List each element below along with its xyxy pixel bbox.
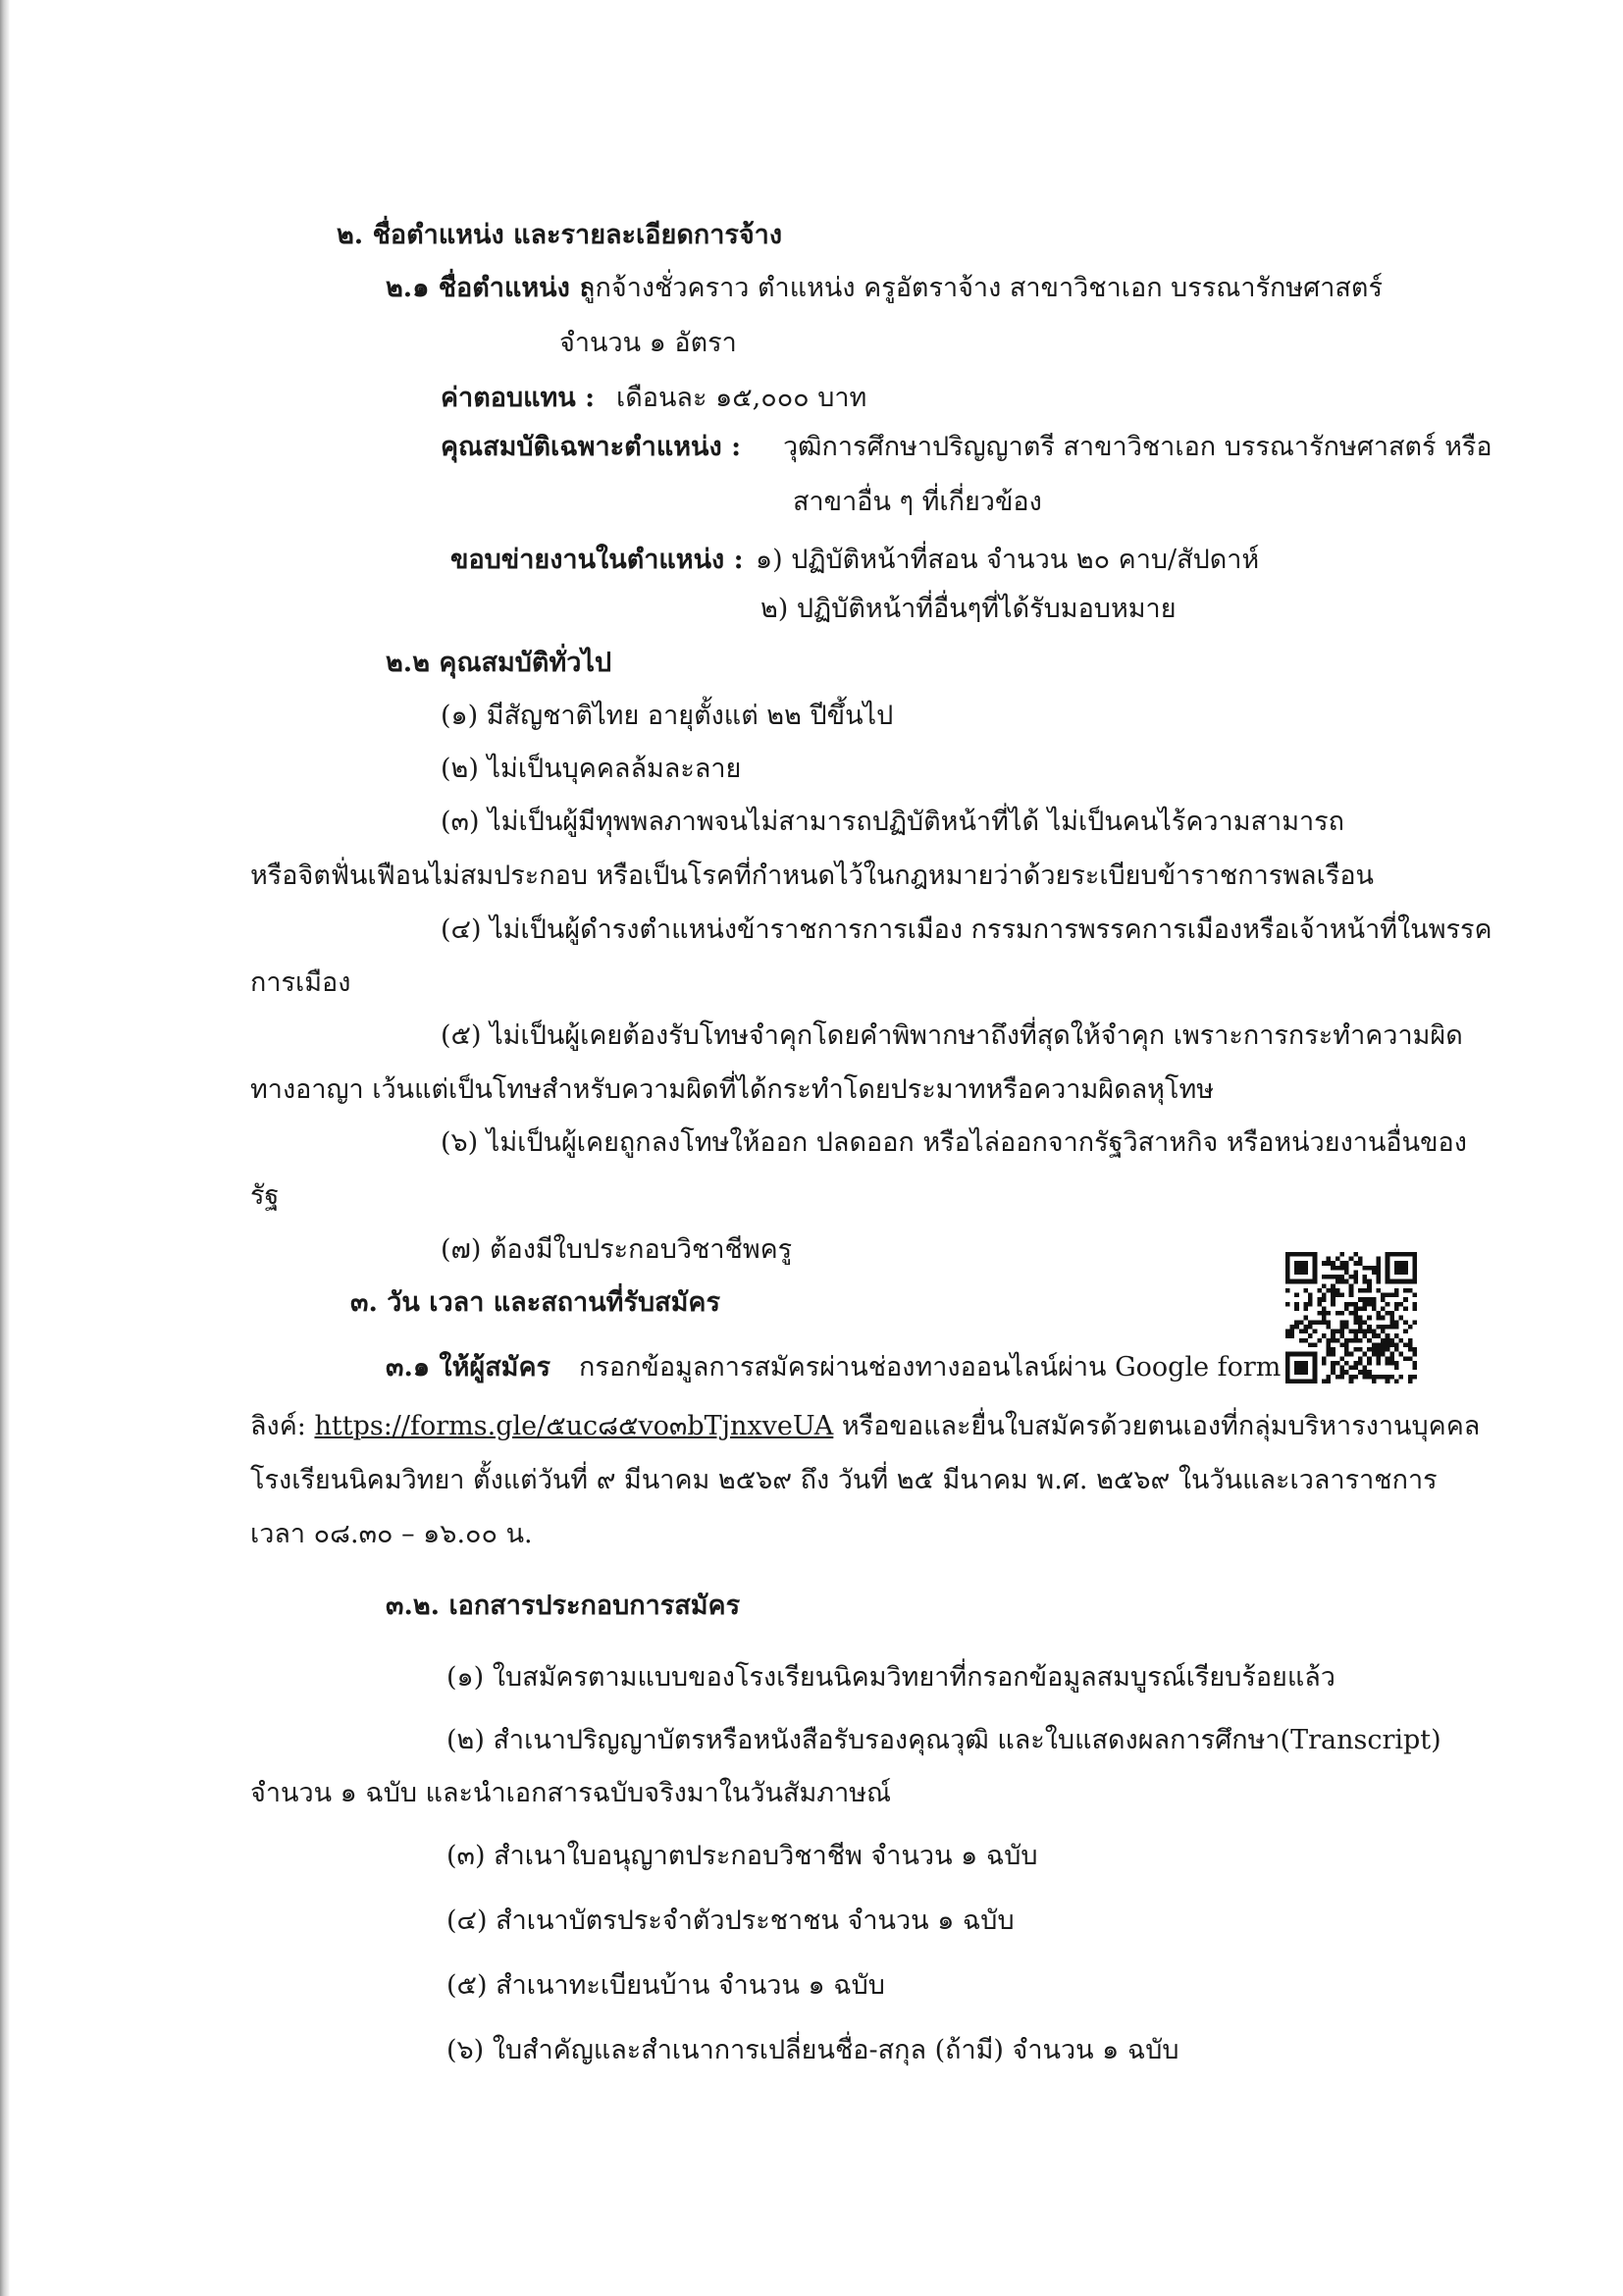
section-2-2-heading: ๒.๒ คุณสมบัติทั่วไป xyxy=(386,648,612,678)
section-2-1-label: ๒.๑ ชื่อตำแหน่ง : xyxy=(386,273,590,303)
section-3-2-heading: ๓.๒. เอกสารประกอบการสมัคร xyxy=(386,1591,741,1621)
section-3-1-text-2: หรือขอและยื่นใบสมัครด้วยตนเองที่กลุ่มบริหารงานบุคคล xyxy=(841,1411,1481,1441)
document-item-2a: (๒) สำเนาปริญญาบัตรหรือหนังสือรับรองคุณวุฒิ และใบแสดงผลการศึกษา(Transcript) xyxy=(446,1725,1441,1755)
general-qualification-6b: รัฐ xyxy=(250,1180,280,1211)
qr-code-graphic xyxy=(1285,1252,1417,1383)
general-qualification-6a: (๖) ไม่เป็นผู้เคยถูกลงโทษให้ออก ปลดออก หรือไล่ออกจากรัฐวิสาหกิจ หรือหน่วยงานอื่นของ xyxy=(441,1127,1467,1158)
general-qualification-5b: ทางอาญา เว้นแต่เป็นโทษสำหรับความผิดที่ได้กระทำโดยประมาทหรือความผิดลหุโทษ xyxy=(250,1074,1215,1105)
document-item-1: (๑) ใบสมัครตามแบบของโรงเรียนนิคมวิทยาที่กรอกข้อมูลสมบูรณ์เรียบร้อยแล้ว xyxy=(446,1662,1335,1693)
section-3-1-text-4: เวลา ๐๘.๓๐ – ๑๖.๐๐ น. xyxy=(250,1519,533,1549)
pay-value: เดือนละ ๑๕,๐๐๐ บาท xyxy=(616,383,867,413)
scope-label: ขอบข่ายงานในตำแหน่ง : xyxy=(450,545,744,575)
google-form-link[interactable]: https://forms.gle/๕uc๘๕vo๓bTjnxveUA xyxy=(314,1411,834,1441)
document-item-2b: จำนวน ๑ ฉบับ และนำเอกสารฉบับจริงมาในวันสัมภาษณ์ xyxy=(250,1778,892,1808)
qr-code-icon[interactable] xyxy=(1285,1252,1417,1383)
document-item-4: (๔) สำเนาบัตรประจำตัวประชาชน จำนวน ๑ ฉบับ xyxy=(446,1905,1015,1936)
document-item-5: (๕) สำเนาทะเบียนบ้าน จำนวน ๑ ฉบับ xyxy=(446,1970,885,2001)
link-prefix: ลิงค์: xyxy=(250,1411,306,1441)
qualification-text-2: สาขาอื่น ๆ ที่เกี่ยวข้อง xyxy=(793,487,1042,517)
general-qualification-4b: การเมือง xyxy=(250,967,351,998)
form-link-line xyxy=(250,1409,1480,1444)
pay-label: ค่าตอบแทน : xyxy=(441,383,596,413)
general-qualification-7: (๗) ต้องมีใบประกอบวิชาชีพครู xyxy=(441,1234,793,1265)
section-2-heading: ๒. ชื่อตำแหน่ง และรายละเอียดการจ้าง xyxy=(337,220,783,250)
general-qualification-4a: (๔) ไม่เป็นผู้ดำรงตำแหน่งข้าราชการการเมือง กรรมการพรรคการเมืองหรือเจ้าหน้าที่ในพรรค xyxy=(441,914,1492,945)
document-item-3: (๓) สำเนาใบอนุญาตประกอบวิชาชีพ จำนวน ๑ ฉบับ xyxy=(446,1841,1038,1871)
qualification-label: คุณสมบัติเฉพาะตำแหน่ง : xyxy=(441,432,742,462)
scope-item-1: ๑) ปฏิบัติหน้าที่สอน จำนวน ๒๐ คาบ/สัปดาห์ xyxy=(756,545,1260,575)
section-3-1-label: ๓.๑ ให้ผู้สมัคร xyxy=(386,1352,551,1383)
scope-item-2: ๒) ปฏิบัติหน้าที่อื่นๆที่ได้รับมอบหมาย xyxy=(760,594,1177,624)
section-3-1-text-3: โรงเรียนนิคมวิทยา ตั้งแต่วันที่ ๙ มีนาคม ๒๕๖๙ ถึง วันที่ ๒๕ มีนาคม พ.ศ. ๒๕๖๙ ในวันและเวลาราชการ xyxy=(250,1465,1438,1495)
general-qualification-5a: (๕) ไม่เป็นผู้เคยต้องรับโทษจำคุกโดยคำพิพากษาถึงที่สุดให้จำคุก เพราะการกระทำความผิด xyxy=(441,1020,1463,1051)
section-2-1-text-1: ลูกจ้างชั่วคราว ตำแหน่ง ครูอัตราจ้าง สาขาวิชาเอก บรรณารักษศาสตร์ xyxy=(579,273,1383,303)
general-qualification-1: (๑) มีสัญชาติไทย อายุตั้งแต่ ๒๒ ปีขึ้นไป xyxy=(441,701,894,731)
section-2-1-text-2: จำนวน ๑ อัตรา xyxy=(559,328,737,358)
section-3-1-text-1: กรอกข้อมูลการสมัครผ่านช่องทางออนไลน์ผ่าน Google form xyxy=(579,1352,1282,1383)
general-qualification-3a: (๓) ไม่เป็นผู้มีทุพพลภาพจนไม่สามารถปฏิบัติหน้าที่ได้ ไม่เป็นคนไร้ความสามารถ xyxy=(441,807,1345,837)
general-qualification-3b: หรือจิตฟั่นเฟือนไม่สมประกอบ หรือเป็นโรคที่กำหนดไว้ในกฎหมายว่าด้วยระเบียบข้าราชการพลเรือน xyxy=(250,861,1375,891)
scan-edge-shadow xyxy=(0,0,10,2296)
qualification-text-1: วุฒิการศึกษาปริญญาตรี สาขาวิชาเอก บรรณารักษศาสตร์ หรือ xyxy=(783,432,1492,462)
section-3-heading: ๓. วัน เวลา และสถานที่รับสมัคร xyxy=(350,1287,720,1318)
document-item-6: (๖) ใบสำคัญและสำเนาการเปลี่ยนชื่อ-สกุล (ถ้ามี) จำนวน ๑ ฉบับ xyxy=(446,2035,1179,2065)
general-qualification-2: (๒) ไม่เป็นบุคคลล้มละลาย xyxy=(441,754,742,784)
